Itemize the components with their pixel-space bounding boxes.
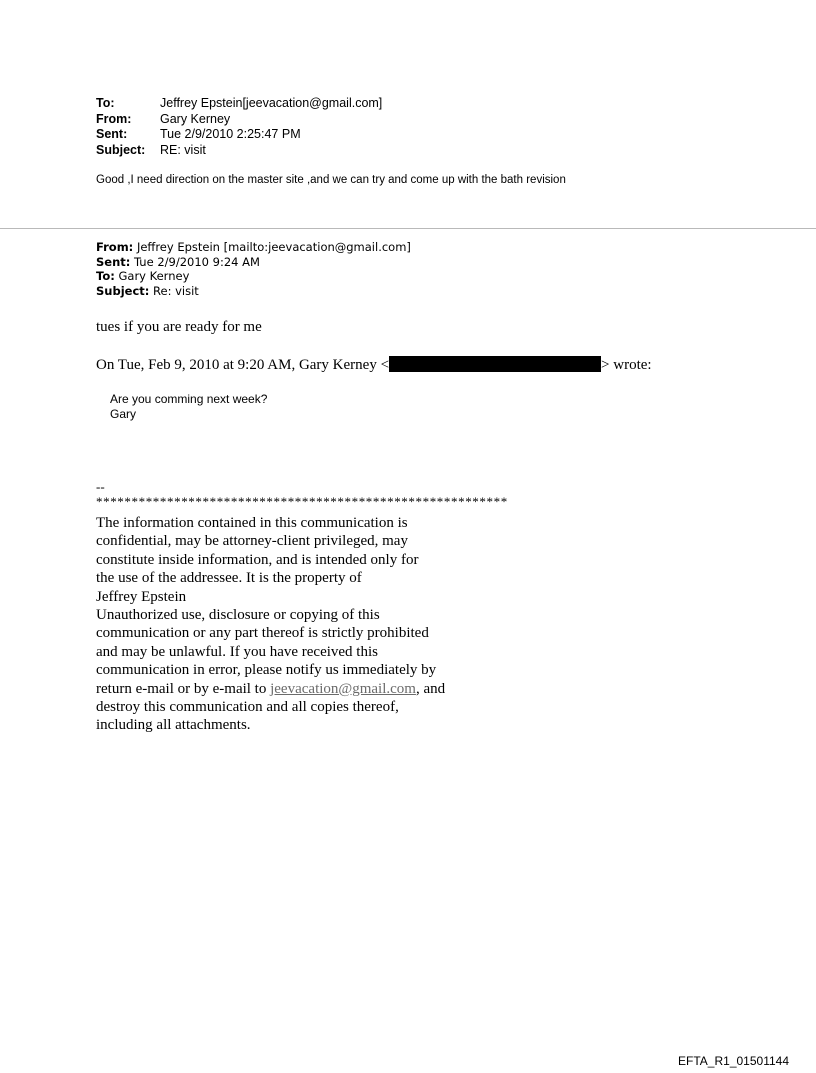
divider bbox=[0, 228, 816, 229]
redaction-box bbox=[389, 356, 601, 372]
quoted-body: tues if you are ready for me bbox=[96, 319, 262, 335]
disclaimer-line: communication in error, please notify us immediately by bbox=[96, 662, 437, 679]
email-header bbox=[96, 96, 382, 158]
from-row bbox=[96, 112, 382, 128]
email-link[interactable]: jeevacation@gmail.com bbox=[270, 680, 416, 697]
quoted-sent-row bbox=[96, 255, 411, 270]
reply-body: Good ,I need direction on the master site ,and we can try and come up with the bath revision bbox=[96, 174, 566, 186]
quoted-sent-label: Sent: bbox=[96, 254, 131, 269]
disclaimer-line bbox=[96, 680, 496, 698]
to-label: To: bbox=[96, 96, 115, 110]
signature-stars: ********************************************************** bbox=[96, 494, 508, 509]
document-id: EFTA_R1_01501144 bbox=[678, 1054, 789, 1068]
disclaimer-line: The information contained in this communication is bbox=[96, 515, 408, 531]
quoted-from-value: Jeffrey Epstein [mailto:jeevacation@gmail.com] bbox=[136, 240, 411, 254]
disclaimer-line: communication or any part thereof is strictly prohibited bbox=[96, 625, 429, 642]
subject-row bbox=[96, 143, 382, 159]
quoted-subject-label: Subject: bbox=[96, 283, 150, 298]
quoted-to-value: Gary Kerney bbox=[118, 269, 190, 283]
quoted-to-label: To: bbox=[96, 269, 115, 283]
disclaimer-line: including all attachments. bbox=[96, 717, 251, 734]
on-wrote-prefix: On Tue, Feb 9, 2010 at 9:20 AM, Gary Kerney < bbox=[96, 357, 390, 373]
disclaimer bbox=[96, 514, 496, 735]
subject-value: RE: visit bbox=[160, 142, 206, 157]
quoted-header bbox=[96, 240, 411, 298]
subject-label: Subject: bbox=[96, 142, 146, 157]
disclaimer-line: the use of the addressee. It is the property of bbox=[96, 570, 362, 587]
quoted-from-label: From: bbox=[96, 240, 134, 254]
disclaimer-line: confidential, may be attorney-client privileged, may bbox=[96, 533, 408, 550]
on-wrote-suffix: > wrote: bbox=[601, 357, 652, 373]
quoted-sent-value: Tue 2/9/2010 9:24 AM bbox=[134, 254, 260, 269]
nested-quote-line: Are you comming next week? bbox=[110, 392, 268, 406]
to-row bbox=[96, 96, 382, 112]
disclaimer-line: Unauthorized use, disclosure or copying of this bbox=[96, 607, 380, 624]
sent-row bbox=[96, 127, 382, 143]
quoted-from-row bbox=[96, 240, 411, 255]
nested-quote-signature: Gary bbox=[110, 406, 137, 421]
disclaimer-line-prefix: return e-mail or by e-mail to bbox=[96, 680, 271, 697]
quoted-subject-row bbox=[96, 284, 411, 299]
disclaimer-line: constitute inside information, and is intended only for bbox=[96, 551, 419, 568]
from-value: Gary Kerney bbox=[160, 111, 231, 126]
disclaimer-line: destroy this communication and all copies thereof, bbox=[96, 699, 399, 716]
from-label: From: bbox=[96, 111, 132, 126]
quoted-to-row bbox=[96, 269, 411, 284]
disclaimer-line: Jeffrey Epstein bbox=[96, 588, 187, 605]
on-wrote-line bbox=[96, 356, 652, 374]
sent-value: Tue 2/9/2010 2:25:47 PM bbox=[160, 127, 301, 141]
signature-dash: -- bbox=[96, 479, 105, 494]
quoted-subject-value: Re: visit bbox=[153, 283, 199, 298]
disclaimer-line: and may be unlawful. If you have received this bbox=[96, 643, 378, 660]
to-value: Jeffrey Epstein[jeevacation@gmail.com] bbox=[160, 96, 383, 110]
disclaimer-line-suffix: , and bbox=[415, 680, 446, 697]
nested-quote bbox=[110, 392, 267, 421]
sent-label: Sent: bbox=[96, 127, 128, 141]
